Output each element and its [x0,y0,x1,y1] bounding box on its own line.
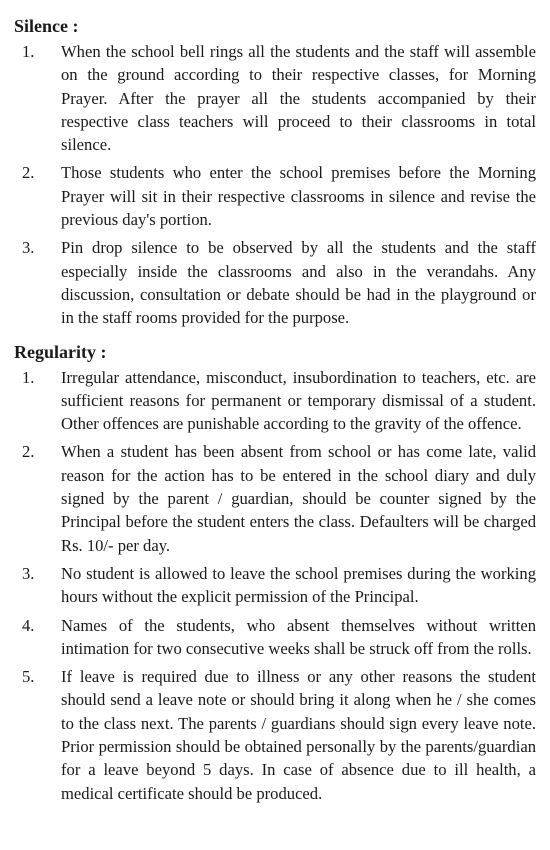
rule-number: 3. [22,238,35,258]
rule-text: Names of the students, who absent themselves without written intimation for two consecutive weeks shall be struck off from the rolls. [61,615,536,658]
rule-text: When a student has been absent from school or has come late, valid reason for the action has to be entered in the school diary and duly signed by the parent / guardian, should be counter signed by the Principal before the student enters the class. Defaulters will be charged Rs. 10/- per day. [61,442,536,555]
rule-number: 1. [22,42,35,61]
rule-text: When the school bell rings all the students and the staff will assemble on the ground according to their respective classes, for Morning Prayer. After the prayer all the students accompanied by their respective class teachers will proceed to their classrooms in total silence. [61,42,536,155]
rule-number: 4. [22,615,35,635]
rule-text: If leave is required due to illness or any other reasons the student should send a leave note or should bring it along when he / she comes to the class next. The parents / guardians should sign every leave note. Prior permission should be obtained personally by the parents/guardian for a leave beyond 5 days. In case of absence due to ill health, a medical certificate should be produced. [61,667,536,803]
rule-text: Irregular attendance, misconduct, insubordination to teachers, etc. are sufficient reasons for permanent or temporary dismissal of a student. Other offences are punishable according to the gravity of the offence. [61,367,536,434]
silence-rule-1 [14,40,536,156]
regularity-rule-5 [14,665,536,805]
rule-number: 5. [22,667,35,687]
rule-number: 2. [22,163,35,183]
rule-number: 1. [22,367,35,387]
rule-text: No student is allowed to leave the school premises during the working hours without the explicit permission of the Principal. [61,563,536,607]
regularity-rule-2 [14,440,536,556]
regularity-heading: Regularity : [14,341,107,362]
silence-rule-3 [14,236,536,329]
rule-text: Pin drop silence to be observed by all the students and the staff especially inside the classrooms and also in the verandahs. Any discussion, consultation or debate should be had in the playground or in the staff rooms provided for the purpose. [61,238,536,328]
regularity-rules-list [14,366,536,805]
rule-number: 3. [22,563,35,583]
regularity-rule-1 [14,366,536,436]
rule-number: 2. [22,442,35,462]
rule-text: Those students who enter the school premises before the Morning Prayer will sit in their respective classrooms in silence and revise the previous day's portion. [61,163,536,230]
regularity-rule-4 [14,614,536,661]
silence-rule-2 [14,161,536,231]
silence-heading: Silence : [14,16,79,36]
silence-rules-list [14,40,536,330]
regularity-rule-3 [14,562,536,609]
